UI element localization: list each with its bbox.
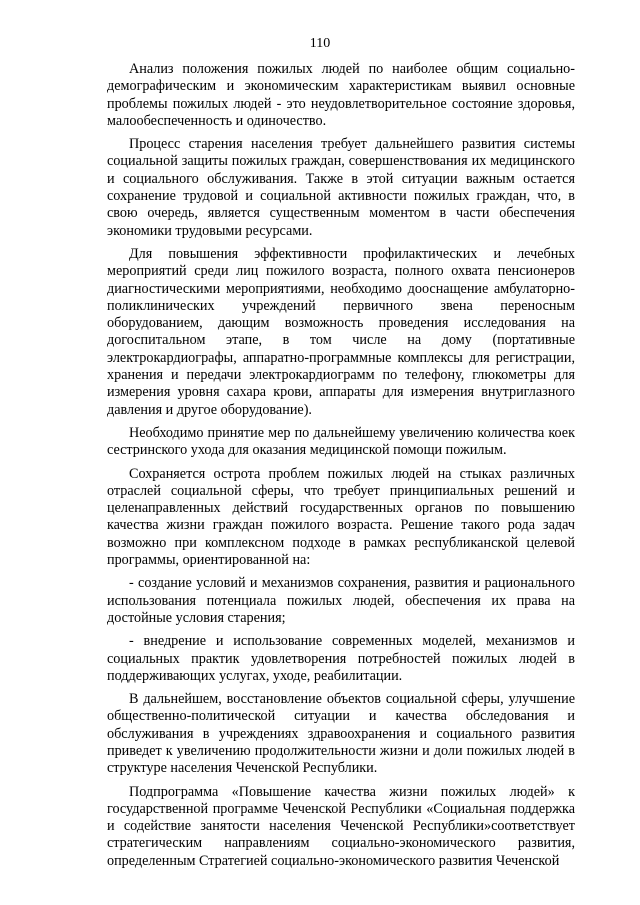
paragraph-preventive-measures: Для повышения эффективности профилактических и лечебных мероприятий среди лиц пожилого возраста, полного охвата пенсионеров диагностическими мероприятиями, необходимо дооснащение амбулаторно-поликлинических учреждений первичного звена переносным оборудованием, дающим возможность проведения исследования на догоспитальном этапе, в том числе на дому (портативные электрокардиографы, аппаратно-программные комплексы для регистрации, хранения и передачи электрокардиограмм по телефону, глюкометры для измерения уровня сахара крови, аппараты для измерения внутриглазного давления и другое оборудование). bbox=[107, 245, 575, 418]
page-number: 110 bbox=[309, 36, 331, 51]
document-body bbox=[107, 61, 575, 876]
list-item-conditions: - создание условий и механизмов сохранения, развития и рационального использования потенциала пожилых людей, обеспечения их права на достойные условия старения; bbox=[107, 575, 575, 626]
paragraph-subprogram: Подпрограмма «Повышение качества жизни пожилых людей» к государственной программе Чеченской Республики «Социальная поддержка и содействие занятости населения Чеченской Республики»соответствует стратегическим направлениям социально-экономического развития, определенным Стратегией социально-экономического развития Чеченской bbox=[107, 783, 575, 869]
paragraph-future-restoration: В дальнейшем, восстановление объектов социальной сферы, улучшение общественно-политической ситуации и качества обследования и обслуживания в учреждениях здравоохранения и социального развития приведет к увеличению продолжительности жизни и доли пожилых людей в структуре населения Чеченской Республики. bbox=[107, 691, 575, 777]
paragraph-aging-process: Процесс старения населения требует дальнейшего развития системы социальной защиты пожилых граждан, совершенствования их медицинского и социального обслуживания. Также в этой ситуации важным остается сохранение трудовой и социальной активности пожилых граждан, что, в свою очередь, является существенным моментом в части обеспечения экономики трудовыми ресурсами. bbox=[107, 136, 575, 239]
paragraph-social-sphere-problems: Сохраняется острота проблем пожилых людей на стыках различных отраслей социальной сферы, что требует принципиальных решений и целенаправленных действий государственных органов по повышению качества жизни граждан пожилого возраста. Решение такого рода задач возможно при комплексном подходе в рамках республиканской целевой программы, ориентированной на: bbox=[107, 465, 575, 569]
paragraph-elderly-problems-analysis: Анализ положения пожилых людей по наиболее общим социально-демографическим и экономическим характеристикам выявил основные проблемы пожилых людей - это неудовлетворительное состояние здоровья, малообеспеченность и одиночество. bbox=[107, 61, 575, 129]
paragraph-nursing-beds: Необходимо принятие мер по дальнейшему увеличению количества коек сестринского ухода для оказания медицинской помощи пожилым. bbox=[107, 424, 575, 459]
list-item-modern-models: - внедрение и использование современных моделей, механизмов и социальных практик удовлетворения потребностей пожилых людей в поддерживающих услугах, уходе, реабилитации. bbox=[107, 633, 575, 684]
